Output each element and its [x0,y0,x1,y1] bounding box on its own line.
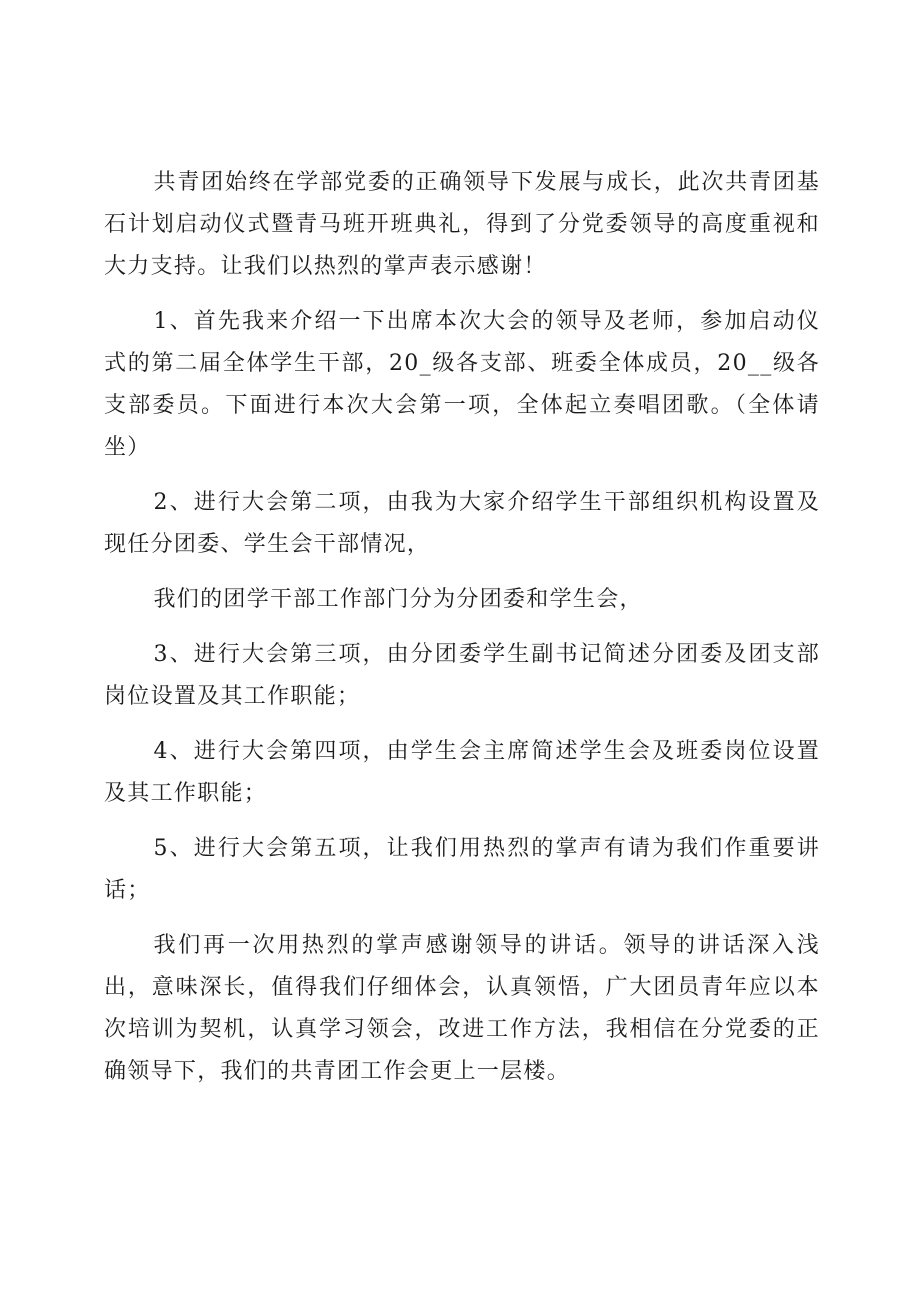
paragraph: 我们的团学干部工作部门分为分团委和学生会， [153,587,643,612]
paragraph: 1、首先我来介绍一下出席本次大会的领导及老师，参加启动仪式的第二届全体学生干部，20_级各支部、班委全体成员，20__级各支部委员。下面进行本次大会第一项，全体起立奏唱团歌。（全体请坐） [104,309,820,460]
paragraph: 5、进行大会第五项，让我们用热烈的掌声有请为我们作重要讲话； [104,836,820,903]
paragraph: 4、进行大会第四项，由学生会主席简述学生会及班委岗位设置及其工作职能； [104,739,820,806]
document-body [104,162,820,1106]
paragraph: 3、进行大会第三项，由分团委学生副书记简述分团委及团支部岗位设置及其工作职能； [104,642,820,709]
paragraph: 2、进行大会第二项，由我为大家介绍学生干部组织机构设置及现任分团委、学生会干部情况， [104,490,820,557]
paragraph: 我们再一次用热烈的掌声感谢领导的讲话。领导的讲话深入浅出，意味深长，值得我们仔细体会，认真领悟，广大团员青年应以本次培训为契机，认真学习领会，改进工作方法，我相信在分党委的正确领导下，我们的共青团工作会更上一层楼。 [104,933,820,1084]
paragraph: 共青团始终在学部党委的正确领导下发展与成长，此次共青团基石计划启动仪式暨青马班开班典礼，得到了分党委领导的高度重视和大力支持。让我们以热烈的掌声表示感谢！ [104,170,820,279]
